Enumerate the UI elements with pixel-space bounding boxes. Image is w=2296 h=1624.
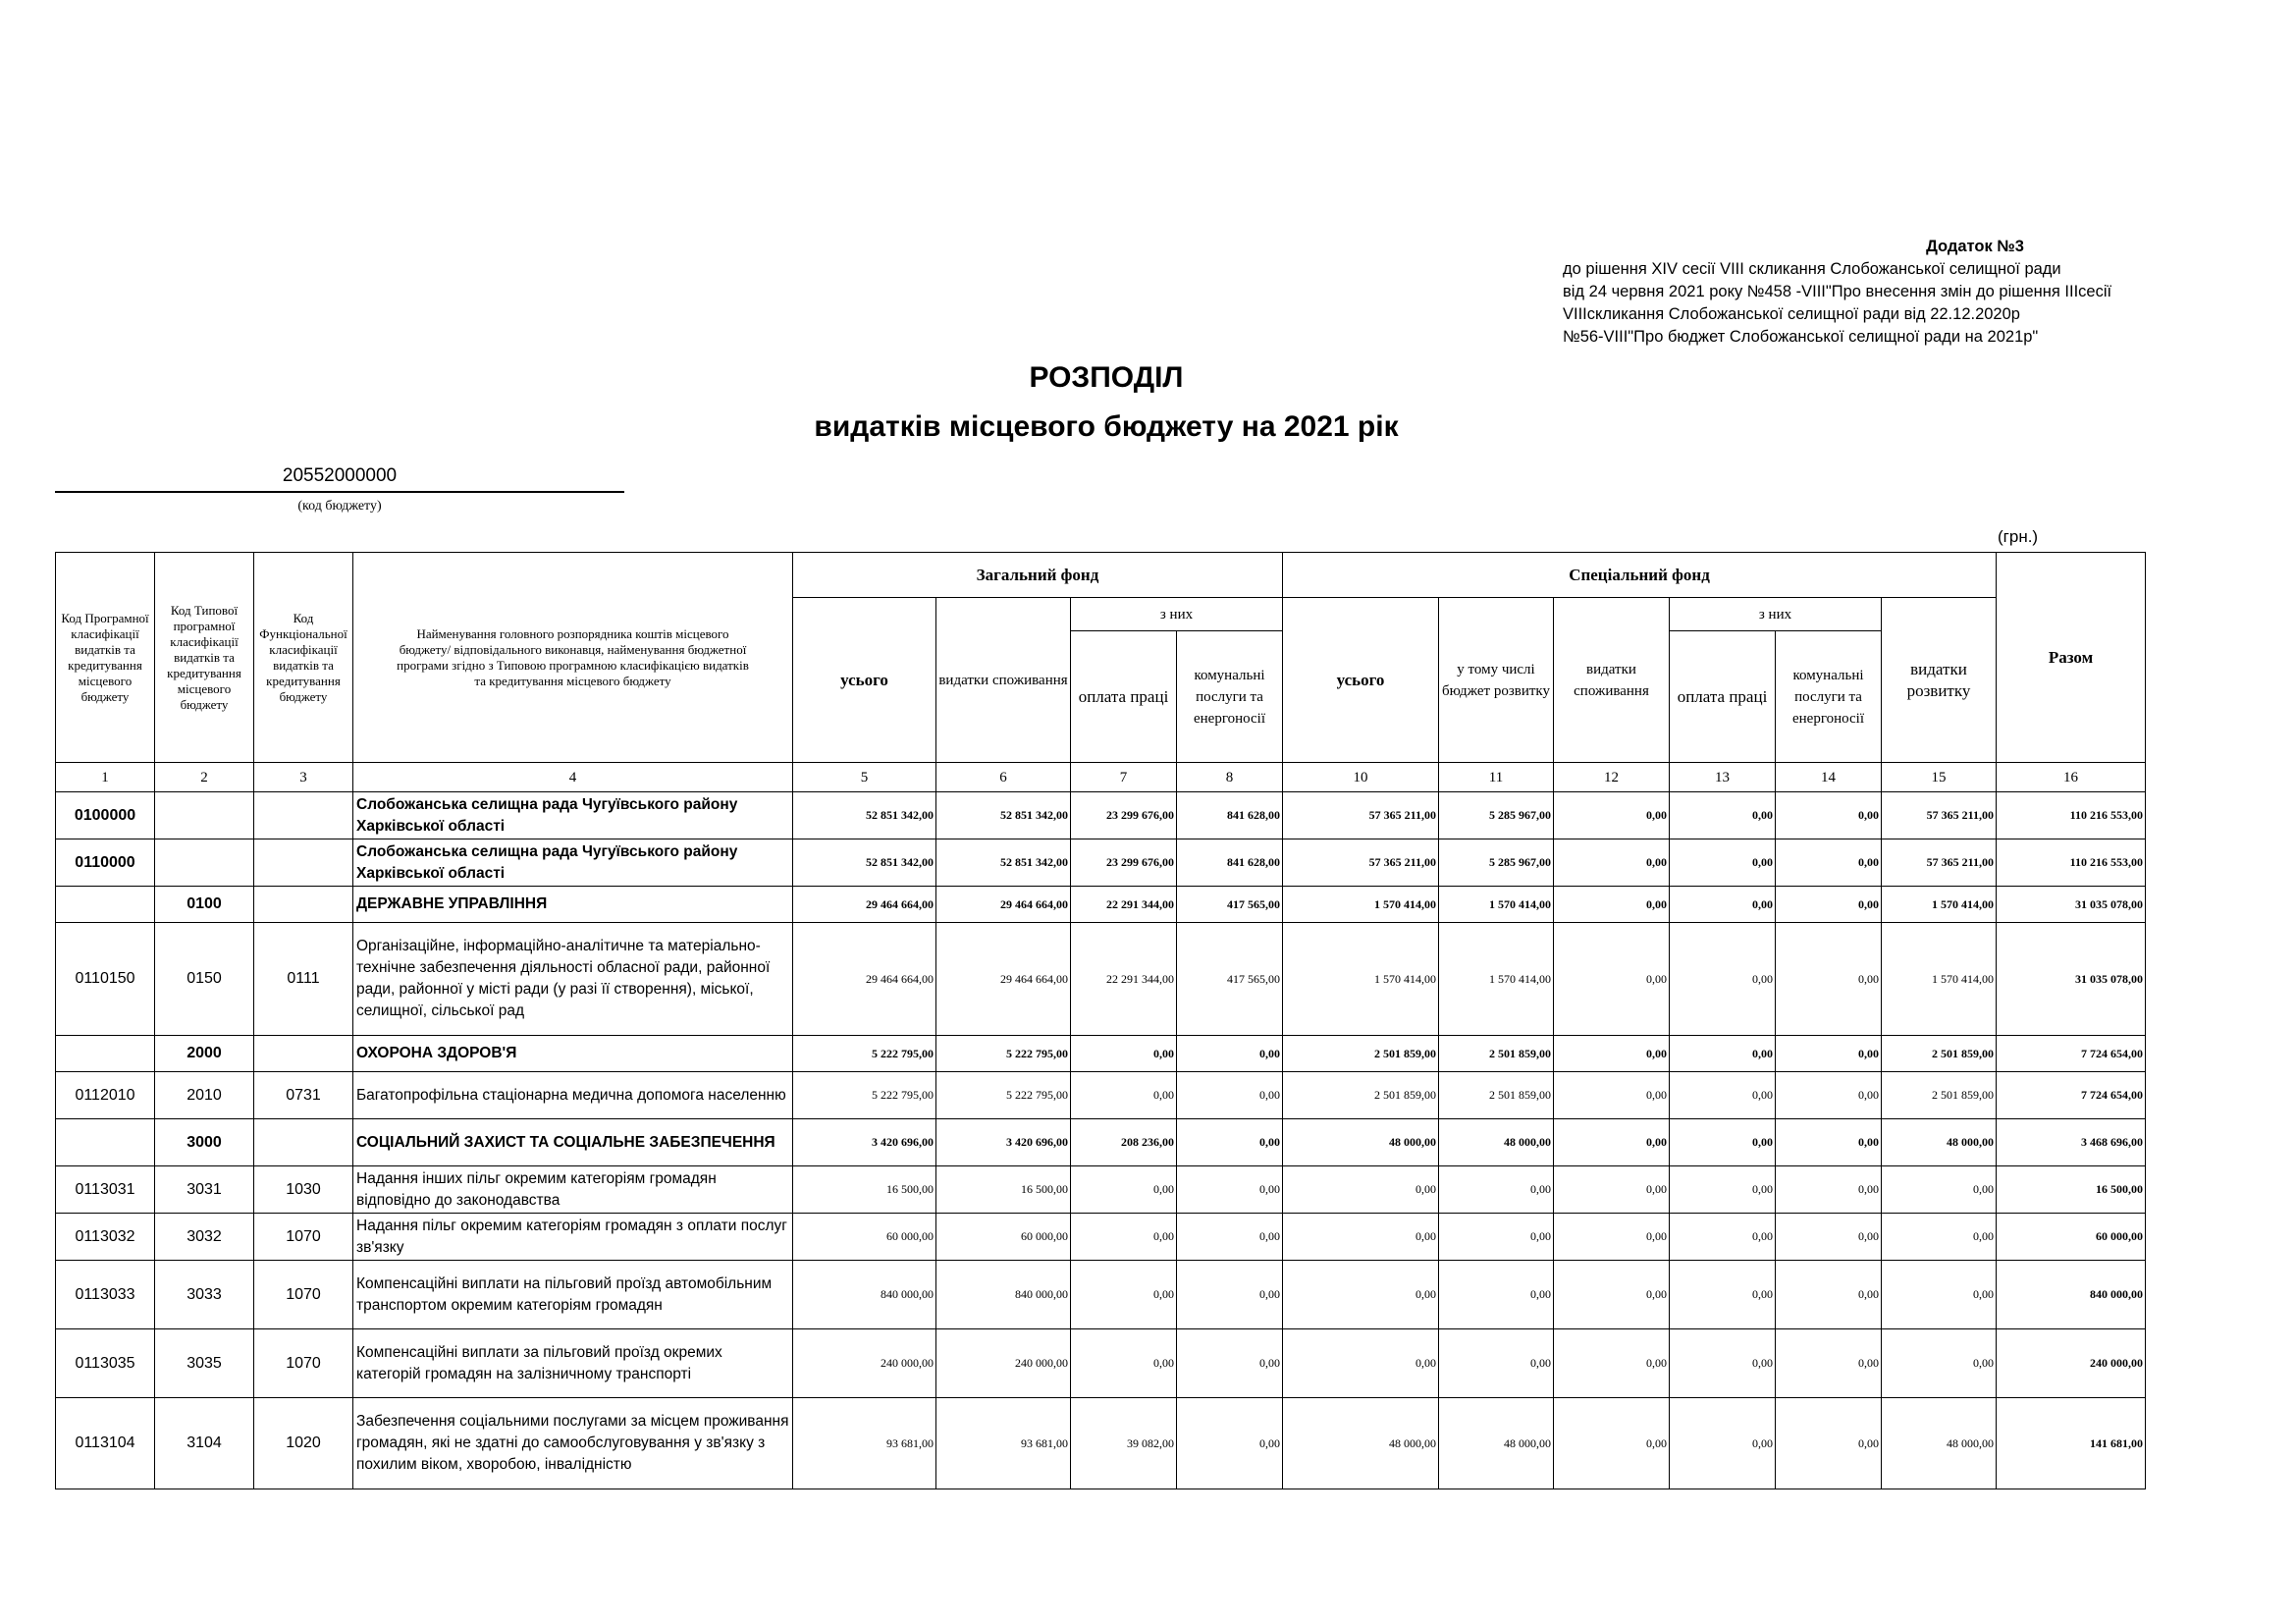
value-cell: 0,00 [1776, 1166, 1882, 1214]
value-cell: 0,00 [1554, 1214, 1670, 1261]
value-cell: 840 000,00 [936, 1261, 1071, 1329]
value-cell: 23 299 676,00 [1071, 839, 1177, 887]
header-typical-code: Код Типової програмної класифікації видатків та кредитування місцевого бюджету [155, 553, 254, 763]
name-cell: Надання інших пільг окремим категоріям громадян відповідно до законодавства [353, 1166, 793, 1214]
value-cell: 0,00 [1670, 1036, 1776, 1072]
functional-code-cell: 1070 [254, 1214, 353, 1261]
functional-code-cell [254, 887, 353, 923]
value-cell: 48 000,00 [1882, 1119, 1997, 1166]
appendix-line: від 24 червня 2021 року №458 -VIII"Про внесення змін до рішення IIIсесії [1563, 283, 2112, 300]
value-cell: 23 299 676,00 [1071, 792, 1177, 839]
value-cell: 29 464 664,00 [793, 923, 936, 1036]
typical-code-cell: 2000 [155, 1036, 254, 1072]
header-special-consumption: видатки споживання [1554, 598, 1670, 763]
value-cell: 29 464 664,00 [793, 887, 936, 923]
typical-code-cell: 3032 [155, 1214, 254, 1261]
value-cell: 31 035 078,00 [1997, 887, 2146, 923]
value-cell: 0,00 [1071, 1166, 1177, 1214]
value-cell: 0,00 [1670, 923, 1776, 1036]
value-cell: 0,00 [1283, 1214, 1439, 1261]
name-cell: Компенсаційні виплати за пільговий проїзд окремих категорій громадян на залізничному транспорті [353, 1329, 793, 1398]
value-cell: 0,00 [1283, 1329, 1439, 1398]
value-cell: 0,00 [1670, 1398, 1776, 1489]
col-number: 10 [1283, 763, 1439, 792]
program-code-cell: 0100000 [56, 792, 155, 839]
value-cell: 417 565,00 [1177, 923, 1283, 1036]
value-cell: 22 291 344,00 [1071, 923, 1177, 1036]
value-cell: 841 628,00 [1177, 839, 1283, 887]
value-cell: 60 000,00 [793, 1214, 936, 1261]
col-number: 1 [56, 763, 155, 792]
value-cell: 141 681,00 [1997, 1398, 2146, 1489]
header-special-incl-development: у тому числі бюджет розвитку [1439, 598, 1554, 763]
header-special-development: видатки розвитку [1882, 598, 1997, 763]
budget-code-caption: (код бюджету) [297, 499, 382, 514]
value-cell: 0,00 [1776, 1398, 1882, 1489]
value-cell: 22 291 344,00 [1071, 887, 1177, 923]
header-special-utilities: комунальні послуги та енергоносії [1776, 631, 1882, 763]
appendix-line: до рішення XIV сесії VIII скликання Слобожанської селищної ради [1563, 260, 2061, 278]
value-cell: 0,00 [1776, 839, 1882, 887]
value-cell: 0,00 [1554, 1036, 1670, 1072]
table-row [56, 1166, 2146, 1214]
value-cell: 1 570 414,00 [1882, 923, 1997, 1036]
name-cell: Організаційне, інформаційно-аналітичне та матеріально-технічне забезпечення діяльності обласної ради, районної ради, районної у місті ради (у разі її створення), міської, селищної, сільської рад [353, 923, 793, 1036]
col-number: 7 [1071, 763, 1177, 792]
value-cell: 0,00 [1177, 1166, 1283, 1214]
name-cell: Багатопрофільна стаціонарна медична допомога населенню [353, 1072, 793, 1119]
value-cell: 29 464 664,00 [936, 923, 1071, 1036]
header-functional-code: Код Функціональної класифікації видатків та кредитування бюджету [254, 553, 353, 763]
name-cell: ОХОРОНА ЗДОРОВ'Я [353, 1036, 793, 1072]
value-cell: 16 500,00 [1997, 1166, 2146, 1214]
value-cell: 0,00 [1776, 1214, 1882, 1261]
header-name: Найменування головного розпорядника коштів місцевого бюджету/ відповідального виконавця, найменування бюджетної програми згідно з Типовою програмною класифікацією видатків та кредитування місцевого бюджету [353, 553, 793, 763]
col-number: 2 [155, 763, 254, 792]
header-general-fund: Загальний фонд [793, 553, 1283, 598]
name-cell: ДЕРЖАВНЕ УПРАВЛІННЯ [353, 887, 793, 923]
table-body [56, 792, 2146, 1489]
name-cell: Надання пільг окремим категоріям громадян з оплати послуг зв'язку [353, 1214, 793, 1261]
functional-code-cell: 1070 [254, 1261, 353, 1329]
table-row [56, 1119, 2146, 1166]
value-cell: 0,00 [1439, 1214, 1554, 1261]
typical-code-cell: 3033 [155, 1261, 254, 1329]
typical-code-cell: 3031 [155, 1166, 254, 1214]
functional-code-cell [254, 839, 353, 887]
col-number: 13 [1670, 763, 1776, 792]
value-cell: 0,00 [1554, 839, 1670, 887]
header-general-utilities: комунальні послуги та енергоносії [1177, 631, 1283, 763]
value-cell: 0,00 [1776, 1072, 1882, 1119]
value-cell: 0,00 [1882, 1261, 1997, 1329]
budget-code: 20552000000 [55, 465, 624, 493]
value-cell: 57 365 211,00 [1882, 792, 1997, 839]
value-cell: 0,00 [1670, 1329, 1776, 1398]
value-cell: 3 468 696,00 [1997, 1119, 2146, 1166]
value-cell: 5 222 795,00 [936, 1072, 1071, 1119]
value-cell: 0,00 [1882, 1329, 1997, 1398]
header-program-code: Код Програмної класифікації видатків та кредитування місцевого бюджету [56, 553, 155, 763]
functional-code-cell [254, 1036, 353, 1072]
value-cell: 0,00 [1071, 1072, 1177, 1119]
value-cell: 0,00 [1554, 1398, 1670, 1489]
value-cell: 2 501 859,00 [1283, 1036, 1439, 1072]
col-number: 5 [793, 763, 936, 792]
value-cell: 208 236,00 [1071, 1119, 1177, 1166]
value-cell: 39 082,00 [1071, 1398, 1177, 1489]
program-code-cell [56, 1119, 155, 1166]
value-cell: 0,00 [1670, 887, 1776, 923]
typical-code-cell: 0100 [155, 887, 254, 923]
header-special-total: усього [1283, 598, 1439, 763]
value-cell: 1 570 414,00 [1439, 887, 1554, 923]
value-cell: 0,00 [1554, 923, 1670, 1036]
value-cell: 1 570 414,00 [1439, 923, 1554, 1036]
value-cell: 0,00 [1670, 1072, 1776, 1119]
functional-code-cell: 1030 [254, 1166, 353, 1214]
document-title: РОЗПОДІЛ [1029, 361, 1184, 394]
functional-code-cell: 0111 [254, 923, 353, 1036]
value-cell: 0,00 [1177, 1261, 1283, 1329]
value-cell: 5 222 795,00 [793, 1072, 936, 1119]
program-code-cell: 0110150 [56, 923, 155, 1036]
value-cell: 16 500,00 [793, 1166, 936, 1214]
program-code-cell [56, 887, 155, 923]
value-cell: 93 681,00 [936, 1398, 1071, 1489]
typical-code-cell: 3035 [155, 1329, 254, 1398]
value-cell: 840 000,00 [793, 1261, 936, 1329]
table-row [56, 1036, 2146, 1072]
col-number: 14 [1776, 763, 1882, 792]
value-cell: 0,00 [1776, 1119, 1882, 1166]
value-cell: 57 365 211,00 [1283, 839, 1439, 887]
value-cell: 5 285 967,00 [1439, 792, 1554, 839]
value-cell: 48 000,00 [1882, 1398, 1997, 1489]
value-cell: 841 628,00 [1177, 792, 1283, 839]
header-general-labor: оплата праці [1071, 631, 1177, 763]
value-cell: 2 501 859,00 [1283, 1072, 1439, 1119]
program-code-cell: 0112010 [56, 1072, 155, 1119]
value-cell: 0,00 [1554, 1072, 1670, 1119]
typical-code-cell: 0150 [155, 923, 254, 1036]
col-number: 15 [1882, 763, 1997, 792]
name-cell: Слобожанська селищна рада Чугуївського району Харківської області [353, 792, 793, 839]
value-cell: 52 851 342,00 [936, 792, 1071, 839]
value-cell: 0,00 [1670, 792, 1776, 839]
table-row [56, 1214, 2146, 1261]
value-cell: 240 000,00 [1997, 1329, 2146, 1398]
program-code-cell [56, 1036, 155, 1072]
value-cell: 0,00 [1283, 1166, 1439, 1214]
value-cell: 2 501 859,00 [1439, 1072, 1554, 1119]
col-number: 4 [353, 763, 793, 792]
header-special-of-which: з них [1670, 598, 1882, 631]
header-general-of-which: з них [1071, 598, 1283, 631]
value-cell: 1 570 414,00 [1283, 923, 1439, 1036]
value-cell: 0,00 [1071, 1036, 1177, 1072]
typical-code-cell: 2010 [155, 1072, 254, 1119]
table-row [56, 792, 2146, 839]
name-cell: Слобожанська селищна рада Чугуївського району Харківської області [353, 839, 793, 887]
currency-unit: (грн.) [1998, 527, 2039, 546]
value-cell: 1 570 414,00 [1882, 887, 1997, 923]
value-cell: 0,00 [1439, 1261, 1554, 1329]
value-cell: 0,00 [1177, 1329, 1283, 1398]
functional-code-cell [254, 792, 353, 839]
typical-code-cell: 3104 [155, 1398, 254, 1489]
value-cell: 0,00 [1670, 1214, 1776, 1261]
value-cell: 0,00 [1882, 1166, 1997, 1214]
value-cell: 31 035 078,00 [1997, 923, 2146, 1036]
value-cell: 93 681,00 [793, 1398, 936, 1489]
table-row [56, 923, 2146, 1036]
table-row [56, 1329, 2146, 1398]
value-cell: 0,00 [1554, 792, 1670, 839]
value-cell: 52 851 342,00 [936, 839, 1071, 887]
value-cell: 0,00 [1776, 1261, 1882, 1329]
value-cell: 840 000,00 [1997, 1261, 2146, 1329]
functional-code-cell: 1020 [254, 1398, 353, 1489]
value-cell: 29 464 664,00 [936, 887, 1071, 923]
typical-code-cell [155, 839, 254, 887]
header-general-total: усього [793, 598, 936, 763]
value-cell: 2 501 859,00 [1439, 1036, 1554, 1072]
value-cell: 0,00 [1776, 792, 1882, 839]
program-code-cell: 0110000 [56, 839, 155, 887]
appendix-line: VIIIскликання Слобожанської селищної ради від 22.12.2020р [1563, 305, 2020, 323]
appendix-title: Додаток №3 [1926, 238, 2024, 255]
value-cell: 48 000,00 [1439, 1119, 1554, 1166]
value-cell: 48 000,00 [1283, 1398, 1439, 1489]
value-cell: 60 000,00 [1997, 1214, 2146, 1261]
header-general-consumption: видатки споживання [936, 598, 1071, 763]
value-cell: 0,00 [1670, 1261, 1776, 1329]
name-cell: СОЦІАЛЬНИЙ ЗАХИСТ ТА СОЦІАЛЬНЕ ЗАБЕЗПЕЧЕННЯ [353, 1119, 793, 1166]
value-cell: 0,00 [1554, 1261, 1670, 1329]
value-cell: 7 724 654,00 [1997, 1036, 2146, 1072]
value-cell: 0,00 [1776, 887, 1882, 923]
value-cell: 7 724 654,00 [1997, 1072, 2146, 1119]
value-cell: 48 000,00 [1439, 1398, 1554, 1489]
typical-code-cell [155, 792, 254, 839]
value-cell: 0,00 [1177, 1036, 1283, 1072]
value-cell: 0,00 [1554, 1119, 1670, 1166]
table-row [56, 839, 2146, 887]
value-cell: 0,00 [1776, 923, 1882, 1036]
value-cell: 60 000,00 [936, 1214, 1071, 1261]
table-row [56, 887, 2146, 923]
document-subtitle: видатків місцевого бюджету на 2021 рік [814, 410, 1399, 443]
value-cell: 5 285 967,00 [1439, 839, 1554, 887]
value-cell: 0,00 [1776, 1036, 1882, 1072]
value-cell: 48 000,00 [1283, 1119, 1439, 1166]
value-cell: 57 365 211,00 [1882, 839, 1997, 887]
value-cell: 0,00 [1554, 1329, 1670, 1398]
program-code-cell: 0113035 [56, 1329, 155, 1398]
header-special-fund: Спеціальний фонд [1283, 553, 1997, 598]
value-cell: 5 222 795,00 [936, 1036, 1071, 1072]
value-cell: 52 851 342,00 [793, 839, 936, 887]
value-cell: 3 420 696,00 [793, 1119, 936, 1166]
table-row [56, 1261, 2146, 1329]
col-number: 12 [1554, 763, 1670, 792]
functional-code-cell: 1070 [254, 1329, 353, 1398]
value-cell: 0,00 [1177, 1214, 1283, 1261]
value-cell: 0,00 [1071, 1329, 1177, 1398]
table-row [56, 1398, 2146, 1489]
header-special-labor: оплата праці [1670, 631, 1776, 763]
value-cell: 0,00 [1283, 1261, 1439, 1329]
name-cell: Компенсаційні виплати на пільговий проїзд автомобільним транспортом окремим категоріям громадян [353, 1261, 793, 1329]
value-cell: 2 501 859,00 [1882, 1036, 1997, 1072]
value-cell: 240 000,00 [793, 1329, 936, 1398]
value-cell: 2 501 859,00 [1882, 1072, 1997, 1119]
typical-code-cell: 3000 [155, 1119, 254, 1166]
value-cell: 5 222 795,00 [793, 1036, 936, 1072]
value-cell: 0,00 [1670, 1166, 1776, 1214]
value-cell: 110 216 553,00 [1997, 839, 2146, 887]
value-cell: 57 365 211,00 [1283, 792, 1439, 839]
col-number: 6 [936, 763, 1071, 792]
value-cell: 0,00 [1554, 1166, 1670, 1214]
functional-code-cell [254, 1119, 353, 1166]
program-code-cell: 0113104 [56, 1398, 155, 1489]
appendix-block [1563, 236, 2250, 349]
value-cell: 240 000,00 [936, 1329, 1071, 1398]
expenditure-table [55, 552, 2146, 1489]
value-cell: 16 500,00 [936, 1166, 1071, 1214]
header-sum: Разом [1997, 553, 2146, 763]
value-cell: 0,00 [1670, 1119, 1776, 1166]
value-cell: 0,00 [1554, 887, 1670, 923]
program-code-cell: 0113031 [56, 1166, 155, 1214]
program-code-cell: 0113033 [56, 1261, 155, 1329]
value-cell: 0,00 [1071, 1261, 1177, 1329]
value-cell: 0,00 [1177, 1119, 1283, 1166]
value-cell: 110 216 553,00 [1997, 792, 2146, 839]
value-cell: 0,00 [1776, 1329, 1882, 1398]
value-cell: 417 565,00 [1177, 887, 1283, 923]
col-number: 8 [1177, 763, 1283, 792]
value-cell: 52 851 342,00 [793, 792, 936, 839]
value-cell: 0,00 [1670, 839, 1776, 887]
col-number: 3 [254, 763, 353, 792]
value-cell: 1 570 414,00 [1283, 887, 1439, 923]
col-number: 11 [1439, 763, 1554, 792]
appendix-line: №56-VIII"Про бюджет Слобожанської селищної ради на 2021р" [1563, 328, 2039, 346]
value-cell: 3 420 696,00 [936, 1119, 1071, 1166]
value-cell: 0,00 [1177, 1398, 1283, 1489]
value-cell: 0,00 [1071, 1214, 1177, 1261]
functional-code-cell: 0731 [254, 1072, 353, 1119]
col-number: 16 [1997, 763, 2146, 792]
value-cell: 0,00 [1177, 1072, 1283, 1119]
value-cell: 0,00 [1882, 1214, 1997, 1261]
value-cell: 0,00 [1439, 1329, 1554, 1398]
value-cell: 0,00 [1439, 1166, 1554, 1214]
name-cell: Забезпечення соціальними послугами за місцем проживання громадян, які не здатні до самообслуговування у зв'язку з похилим віком, хворобою, інвалідністю [353, 1398, 793, 1489]
table-row [56, 1072, 2146, 1119]
program-code-cell: 0113032 [56, 1214, 155, 1261]
